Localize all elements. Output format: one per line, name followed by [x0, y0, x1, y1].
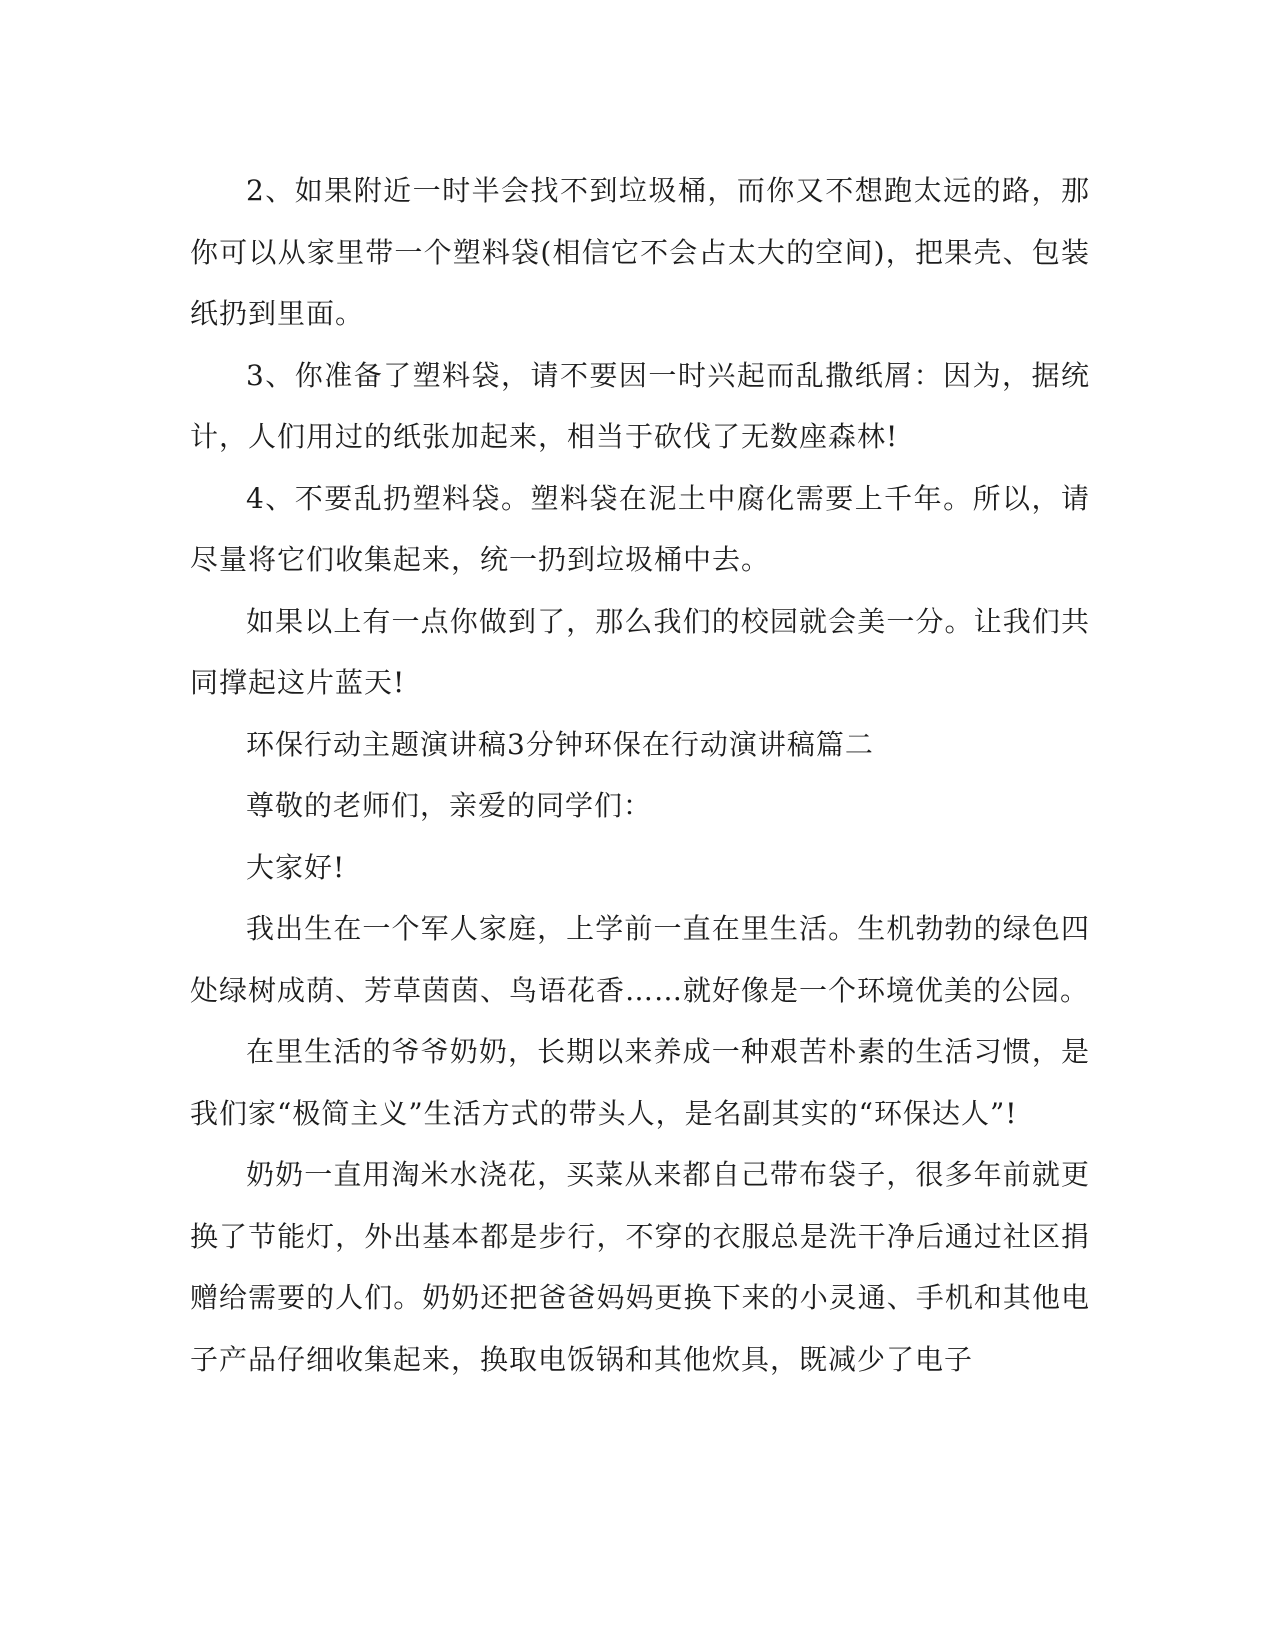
paragraph-tip-2: 2、如果附近一时半会找不到垃圾桶，而你又不想跑太远的路，那你可以从家里带一个塑料袋(相信它不会占太大的空间)，把果壳、包装纸扔到里面。: [190, 174, 1090, 330]
paragraph-tip-4: 4、不要乱扔塑料袋。塑料袋在泥土中腐化需要上千年。所以，请尽量将它们收集起来，统一扔到垃圾桶中去。: [190, 481, 1090, 576]
paragraph-grandma-habits: 奶奶一直用淘米水浇花，买菜从来都自己带布袋子，很多年前就更换了节能灯，外出基本都是步行，不穿的衣服总是洗干净后通过社区捐赠给需要的人们。奶奶还把爸爸妈妈更换下来的小灵通、手机和其他电子产品仔细收集起来，换取电饭锅和其他炊具，既减少了电子: [190, 1158, 1090, 1376]
paragraph-greeting: 大家好!: [246, 850, 346, 884]
document-body: [190, 160, 1090, 1390]
paragraph-closing: 如果以上有一点你做到了，那么我们的校园就会美一分。让我们共同撑起这片蓝天!: [190, 604, 1090, 699]
section-heading: 环保行动主题演讲稿3分钟环保在行动演讲稿篇二: [246, 727, 874, 761]
paragraph-grandparents: 在里生活的爷爷奶奶，长期以来养成一种艰苦朴素的生活习惯，是我们家“极简主义”生活方式的带头人，是名副其实的“环保达人”!: [190, 1035, 1090, 1130]
paragraph-family: 我出生在一个军人家庭，上学前一直在里生活。生机勃勃的绿色四处绿树成荫、芳草茵茵、鸟语花香……就好像是一个环境优美的公园。: [190, 912, 1090, 1007]
paragraph-salutation: 尊敬的老师们，亲爱的同学们：: [246, 789, 653, 822]
paragraph-tip-3: 3、你准备了塑料袋，请不要因一时兴起而乱撒纸屑：因为，据统计，人们用过的纸张加起来，相当于砍伐了无数座森林!: [190, 358, 1090, 453]
